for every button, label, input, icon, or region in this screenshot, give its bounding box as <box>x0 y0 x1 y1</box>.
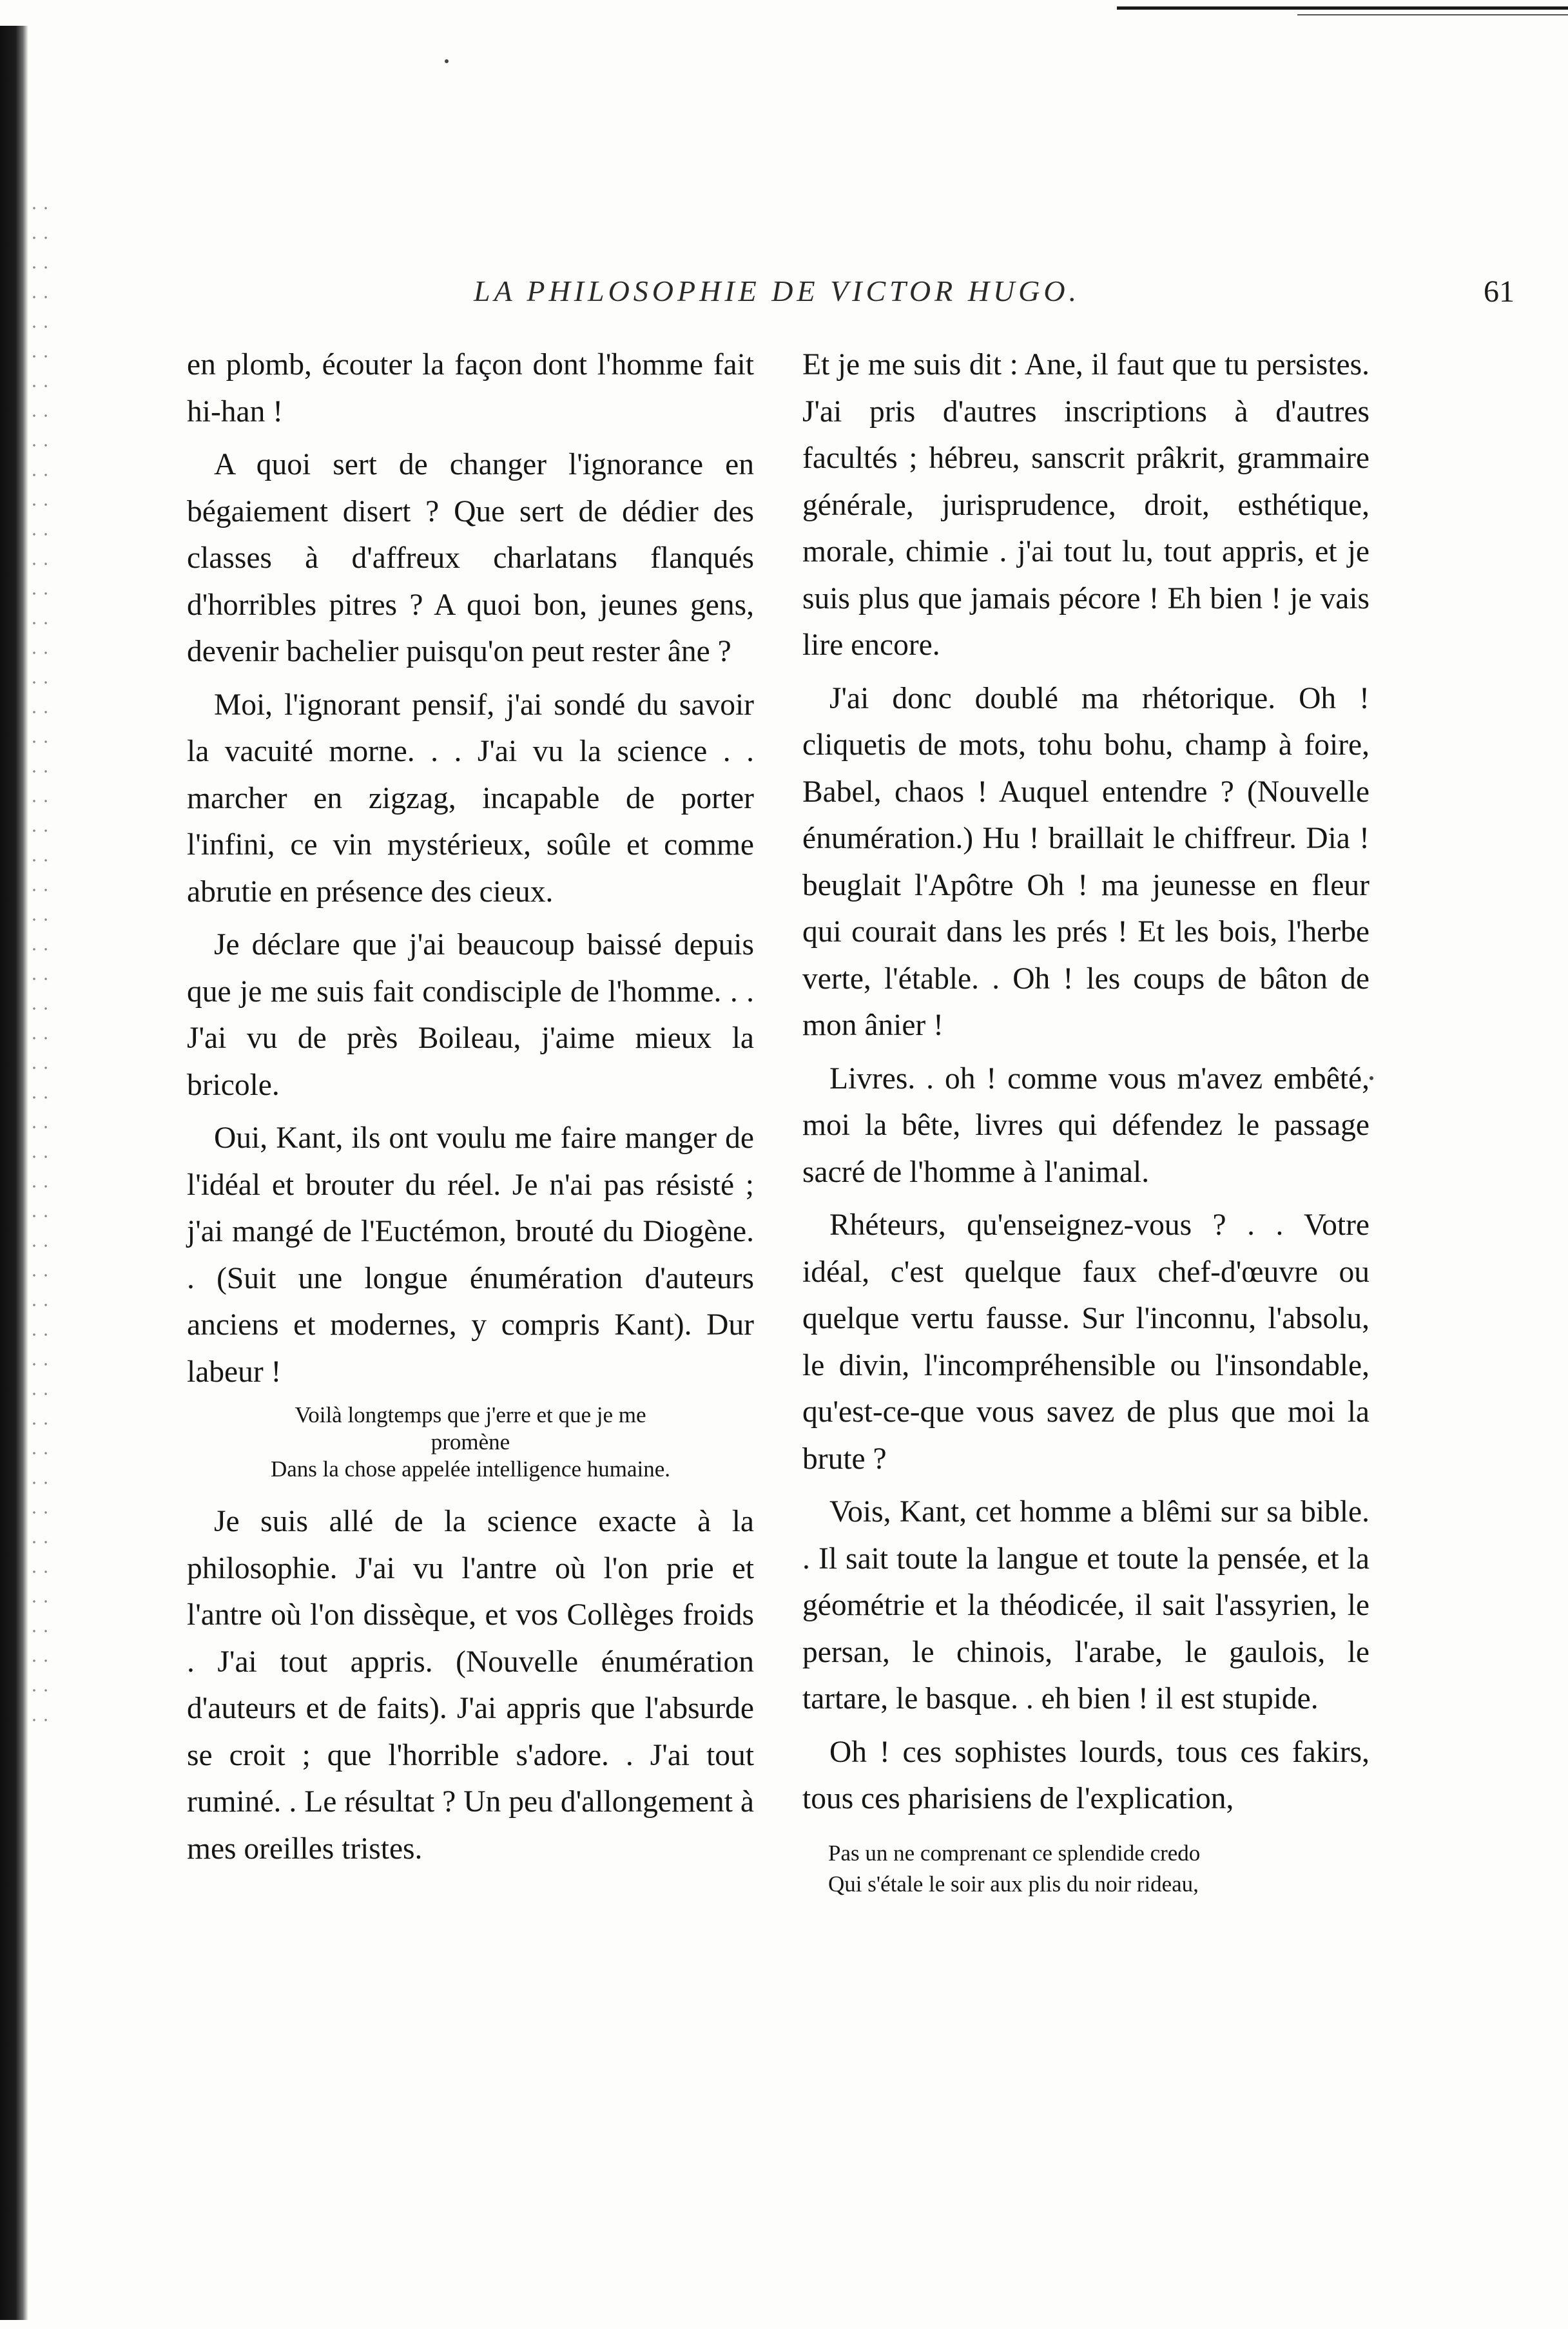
paragraph: Rhéteurs, qu'enseignez-vous ? . . Votre idéal, c'est quelque faux chef-d'œuvre ou quelque vertu fausse. Sur l'inconnu, l'absolu, le divin, l'incompréhensible ou l'insondable, qu'est-ce-que vous savez de plus que moi la brute ? <box>802 1208 1370 1476</box>
paragraph: Livres. . oh ! comme vous m'avez embêté, moi la bête, livres qui défendez le passage sacré de l'homme à l'animal. <box>802 1061 1370 1189</box>
verse-line: promène <box>431 1429 510 1454</box>
verse-line: Voilà longtemps que j'erre et que je me <box>295 1402 646 1427</box>
verse-quote <box>828 1838 1370 1900</box>
scan-speck <box>1370 1076 1373 1080</box>
verse-line: Pas un ne comprenant ce splendide credo <box>828 1840 1201 1866</box>
verse-quote <box>187 1402 754 1483</box>
scan-top-rule-thin <box>1297 14 1568 15</box>
left-column <box>187 342 754 1872</box>
page-header <box>187 274 1515 319</box>
scan-specks <box>28 193 48 1740</box>
paragraph: Oh ! ces sophistes lourds, tous ces fakirs, tous ces pharisiens de l'explication, <box>802 1735 1370 1815</box>
verse-line: Dans la chose appelée intelligence humaine. <box>270 1456 671 1482</box>
page-number: 61 <box>1484 275 1515 309</box>
paragraph: Oui, Kant, ils ont voulu me faire manger de l'idéal et brouter du réel. Je n'ai pas résisté ; j'ai mangé de l'Euctémon, brouté du Diogène. . (Suit une longue énumération d'auteurs anciens et modernes, y compris Kant). Dur labeur ! <box>187 1121 754 1389</box>
scan-speck <box>445 59 449 63</box>
binding-edge <box>0 26 28 2320</box>
paragraph: Moi, l'ignorant pensif, j'ai sondé du savoir la vacuité morne. . . J'ai vu la science . . marcher en zigzag, incapable de porter l'infini, ce vin mystérieux, soûle et comme abrutie en présence des cieux. <box>187 688 754 909</box>
paragraph: Je déclare que j'ai beaucoup baissé depuis que je me suis fait condisciple de l'homme. . . J'ai vu de près Boileau, j'aime mieux la bricole. <box>187 928 754 1102</box>
running-title: LA PHILOSOPHIE DE VICTOR HUGO. <box>474 275 1081 307</box>
paragraph: J'ai donc doublé ma rhétorique. Oh ! cliquetis de mots, tohu bohu, champ à foire, Babel, chaos ! Auquel entendre ? (Nouvelle énumération.) Hu ! braillait le chiffreur. Dia ! beuglait l'Apôtre Oh ! ma jeunesse en fleur qui courait dans les prés ! Et les bois, l'herbe verte, l'étable. . Oh ! les coups de bâton de mon ânier ! <box>802 681 1370 1042</box>
right-column <box>802 342 1370 1900</box>
paragraph: A quoi sert de changer l'ignorance en bégaiement disert ? Que sert de dédier des classes à d'affreux charlatans flanqués d'horribles pitres ? A quoi bon, jeunes gens, devenir bachelier puisqu'on peut rester âne ? <box>187 448 754 668</box>
paragraph: Je suis allé de la science exacte à la philosophie. J'ai vu l'antre où l'on prie et l'antre où l'on dissèque, et vos Collèges froids . J'ai tout appris. (Nouvelle énumération d'auteurs et de faits). J'ai appris que l'absurde se croit ; que l'horrible s'adore. . J'ai tout ruminé. . Le résultat ? Un peu d'allongement à mes oreilles tristes. <box>187 1505 754 1866</box>
paragraph: en plomb, écouter la façon dont l'homme fait hi-han ! <box>187 348 754 429</box>
verse-line: Qui s'étale le soir aux plis du noir rideau, <box>828 1871 1199 1897</box>
paragraph: Vois, Kant, cet homme a blêmi sur sa bible. . Il sait toute la langue et toute la pensée, et la géométrie et la théodicée, il sait l'assyrien, le persan, le chinois, l'arabe, le gaulois, le tartare, le basque. . eh bien ! il est stupide. <box>802 1495 1370 1715</box>
paragraph: Et je me suis dit : Ane, il faut que tu persistes. J'ai pris d'autres inscriptions à d'autres facultés ; hébreu, sanscrit prâkrit, grammaire générale, jurisprudence, droit, esthétique, morale, chimie . j'ai tout lu, tout appris, et je suis plus que jamais pécore ! Eh bien ! je vais lire encore. <box>802 348 1370 662</box>
scan-top-rule <box>1117 6 1568 10</box>
